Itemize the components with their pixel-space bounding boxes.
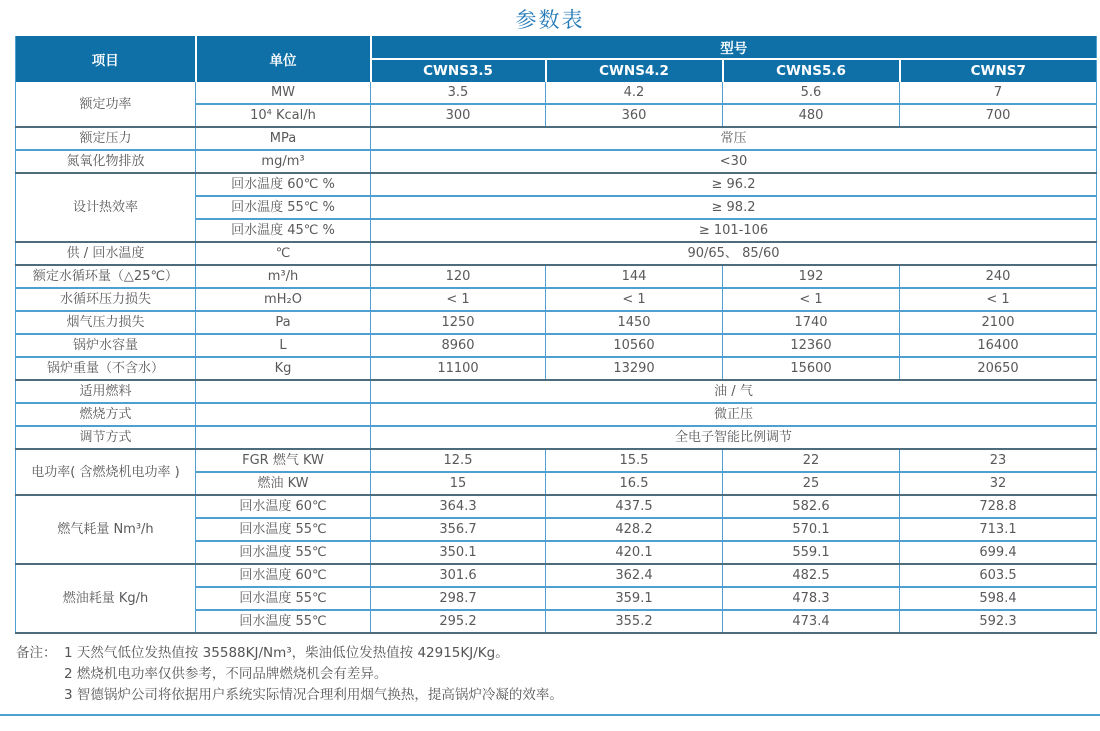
unit-cell: mH₂O [196, 288, 371, 311]
value-cell: 300 [371, 104, 546, 127]
header-unit: 单位 [196, 36, 371, 82]
value-cell: 12.5 [371, 449, 546, 472]
value-cell: 16400 [900, 334, 1097, 357]
value-cell: < 1 [371, 288, 546, 311]
unit-cell: 回水温度 60℃ % [196, 173, 371, 196]
value-cell: 570.1 [723, 518, 900, 541]
unit-cell: FGR 燃气 KW [196, 449, 371, 472]
row-group-label: 调节方式 [16, 426, 196, 449]
table-row [16, 334, 1097, 357]
unit-cell: MPa [196, 127, 371, 150]
table-row [16, 82, 1097, 104]
value-cell: 364.3 [371, 495, 546, 518]
table-row [16, 311, 1097, 334]
value-cell: 32 [900, 472, 1097, 495]
unit-cell: m³/h [196, 265, 371, 288]
value-cell: 559.1 [723, 541, 900, 564]
span-value-cell: 油 / 气 [371, 380, 1097, 403]
value-cell: 1740 [723, 311, 900, 334]
table-row [16, 288, 1097, 311]
value-cell: 428.2 [546, 518, 723, 541]
value-cell: 480 [723, 104, 900, 127]
value-cell: 120 [371, 265, 546, 288]
header-model-group: 型号 [371, 36, 1097, 59]
value-cell: 16.5 [546, 472, 723, 495]
row-group-label: 电功率( 含燃烧机电功率 ) [16, 449, 196, 495]
unit-cell [196, 426, 371, 449]
page-title: 参数表 [515, 8, 585, 32]
value-cell: 362.4 [546, 564, 723, 587]
span-value-cell: 常压 [371, 127, 1097, 150]
span-value-cell: ≥ 101-106 [371, 219, 1097, 242]
unit-cell: mg/m³ [196, 150, 371, 173]
value-cell: 2100 [900, 311, 1097, 334]
value-cell: 10560 [546, 334, 723, 357]
unit-cell: 燃油 KW [196, 472, 371, 495]
value-cell: < 1 [900, 288, 1097, 311]
table-row [16, 495, 1097, 518]
table-row [16, 564, 1097, 587]
value-cell: 603.5 [900, 564, 1097, 587]
value-cell: 437.5 [546, 495, 723, 518]
table-row [16, 403, 1097, 426]
unit-cell: 回水温度 55℃ [196, 541, 371, 564]
value-cell: 582.6 [723, 495, 900, 518]
value-cell: 355.2 [546, 610, 723, 633]
model-column-header: CWNS4.2 [546, 59, 723, 82]
value-cell: 700 [900, 104, 1097, 127]
value-cell: 20650 [900, 357, 1097, 380]
unit-cell: 回水温度 55℃ % [196, 196, 371, 219]
unit-cell: ℃ [196, 242, 371, 265]
unit-cell: 回水温度 55℃ [196, 610, 371, 633]
span-value-cell: <30 [371, 150, 1097, 173]
notes [16, 643, 1100, 706]
value-cell: 12360 [723, 334, 900, 357]
value-cell: 144 [546, 265, 723, 288]
unit-cell [196, 380, 371, 403]
value-cell: 23 [900, 449, 1097, 472]
unit-cell: 10⁴ Kcal/h [196, 104, 371, 127]
row-group-label: 供 / 回水温度 [16, 242, 196, 265]
note-item: 2 燃烧机电功率仅供参考，不同品牌燃烧机会有差异。 [64, 666, 388, 682]
table-row [16, 242, 1097, 265]
model-column-header: CWNS3.5 [371, 59, 546, 82]
unit-cell: 回水温度 60℃ [196, 495, 371, 518]
row-group-label: 额定压力 [16, 127, 196, 150]
value-cell: 25 [723, 472, 900, 495]
model-column-header: CWNS5.6 [723, 59, 900, 82]
value-cell: 3.5 [371, 82, 546, 104]
table-row [16, 449, 1097, 472]
table-header-row [16, 36, 1097, 59]
value-cell: 22 [723, 449, 900, 472]
table-row [16, 357, 1097, 380]
row-group-label: 燃烧方式 [16, 403, 196, 426]
unit-cell: 回水温度 55℃ [196, 587, 371, 610]
value-cell: 592.3 [900, 610, 1097, 633]
row-group-label: 烟气压力损失 [16, 311, 196, 334]
unit-cell: Pa [196, 311, 371, 334]
value-cell: 728.8 [900, 495, 1097, 518]
value-cell: 699.4 [900, 541, 1097, 564]
notes-list [64, 643, 563, 706]
span-value-cell: ≥ 96.2 [371, 173, 1097, 196]
notes-label: 备注： [16, 645, 57, 661]
value-cell: 1250 [371, 311, 546, 334]
value-cell: 7 [900, 82, 1097, 104]
row-group-label: 额定功率 [79, 96, 132, 112]
unit-cell: MW [196, 82, 371, 104]
value-cell: 598.4 [900, 587, 1097, 610]
value-cell: 13290 [546, 357, 723, 380]
value-cell: 359.1 [546, 587, 723, 610]
note-item: 1 天然气低位发热值按 35588KJ/Nm³，柴油低位发热值按 42915KJ/Kg。 [64, 645, 509, 661]
unit-cell: L [196, 334, 371, 357]
span-value-cell: 微正压 [371, 403, 1097, 426]
table-row [16, 150, 1097, 173]
span-value-cell: ≥ 98.2 [371, 196, 1097, 219]
table-row [16, 380, 1097, 403]
table-row [16, 127, 1097, 150]
value-cell: 11100 [371, 357, 546, 380]
header-item: 项目 [16, 36, 196, 82]
table-row [16, 173, 1097, 196]
value-cell: 478.3 [723, 587, 900, 610]
row-group-label: 设计热效率 [16, 173, 196, 242]
value-cell: 482.5 [723, 564, 900, 587]
value-cell: 15.5 [546, 449, 723, 472]
value-cell: 301.6 [371, 564, 546, 587]
note-item: 3 智德锅炉公司将依据用户系统实际情况合理利用烟气换热，提高锅炉冷凝的效率。 [64, 687, 563, 703]
value-cell: 420.1 [546, 541, 723, 564]
unit-cell: 回水温度 45℃ % [196, 219, 371, 242]
unit-cell [196, 403, 371, 426]
value-cell: < 1 [546, 288, 723, 311]
unit-cell: 回水温度 55℃ [196, 518, 371, 541]
value-cell: 1450 [546, 311, 723, 334]
value-cell: 360 [546, 104, 723, 127]
span-value-cell: 全电子智能比例调节 [371, 426, 1097, 449]
unit-cell: 回水温度 60℃ [196, 564, 371, 587]
value-cell: 192 [723, 265, 900, 288]
value-cell: 15 [371, 472, 546, 495]
row-group-label: 适用燃料 [16, 380, 196, 403]
row-group-label: 氮氧化物排放 [16, 150, 196, 173]
model-column-header: CWNS7 [900, 59, 1097, 82]
parameter-table [15, 36, 1097, 634]
row-group-label: 燃气耗量 Nm³/h [16, 495, 196, 564]
value-cell: < 1 [723, 288, 900, 311]
row-group-label: 锅炉重量（不含水） [16, 357, 196, 380]
row-group-label: 额定水循环量（△25℃） [16, 265, 196, 288]
value-cell: 350.1 [371, 541, 546, 564]
row-group-label: 锅炉水容量 [16, 334, 196, 357]
row-group-label: 水循环压力损失 [16, 288, 196, 311]
span-value-cell: 90/65、 85/60 [371, 242, 1097, 265]
table-row [16, 265, 1097, 288]
value-cell: 295.2 [371, 610, 546, 633]
value-cell: 5.6 [723, 82, 900, 104]
value-cell: 473.4 [723, 610, 900, 633]
value-cell: 356.7 [371, 518, 546, 541]
unit-cell: Kg [196, 357, 371, 380]
value-cell: 240 [900, 265, 1097, 288]
table-row [16, 426, 1097, 449]
value-cell: 298.7 [371, 587, 546, 610]
value-cell: 713.1 [900, 518, 1097, 541]
row-group-label: 燃油耗量 Kg/h [16, 564, 196, 633]
value-cell: 8960 [371, 334, 546, 357]
value-cell: 4.2 [546, 82, 723, 104]
bottom-divider [0, 714, 1100, 716]
value-cell: 15600 [723, 357, 900, 380]
